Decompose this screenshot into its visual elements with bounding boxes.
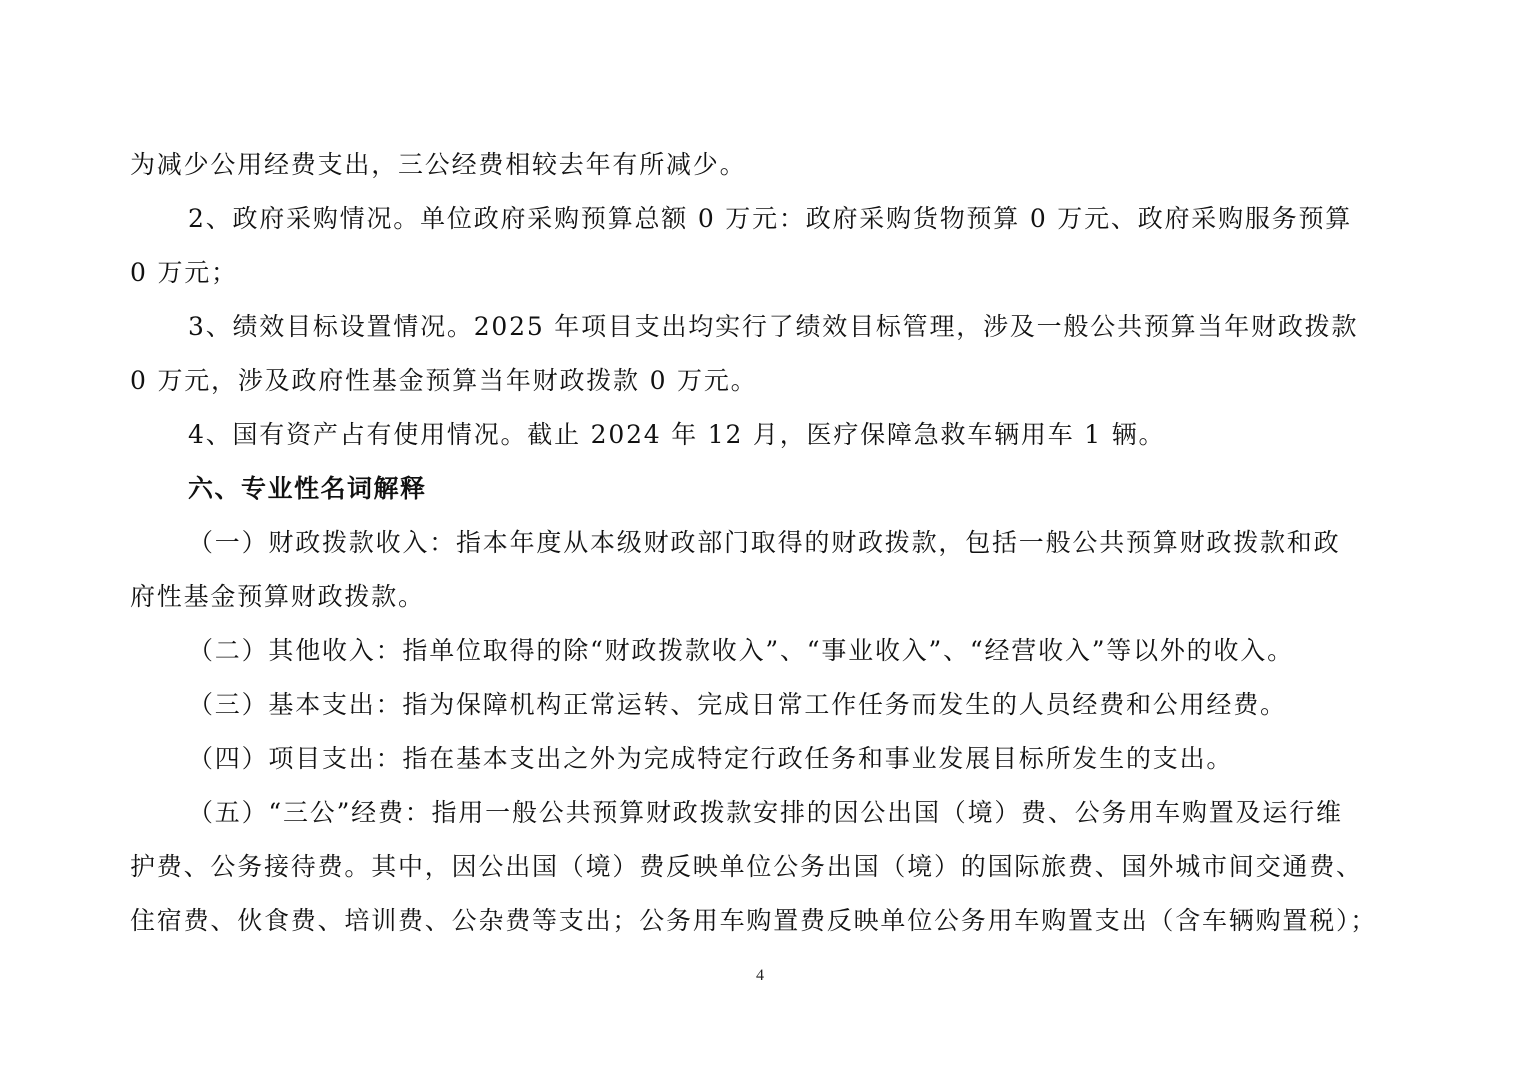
text-line: 为减少公用经费支出，三公经费相较去年有所减少。 xyxy=(130,150,747,179)
text-line: （三）基本支出：指为保障机构正常运转、完成日常工作任务而发生的人员经费和公用经费。 xyxy=(188,690,1287,719)
text-line: 4、国有资产占有使用情况。截止 2024 年 12 月，医疗保障急救车辆用车 1 辆。 xyxy=(188,420,1166,449)
text-line: （五）“三公”经费：指用一般公共预算财政拨款安排的因公出国（境）费、公务用车购置及运行维 xyxy=(188,798,1343,827)
text-line: （二）其他收入：指单位取得的除“财政拨款收入”、“事业收入”、“经营收入”等以外的收入。 xyxy=(188,636,1294,665)
text-line: （四）项目支出：指在基本支出之外为完成特定行政任务和事业发展目标所发生的支出。 xyxy=(188,744,1234,773)
text-line: 府性基金预算财政拨款。 xyxy=(130,582,425,611)
document-body xyxy=(130,138,1392,948)
text-line: 0 万元； xyxy=(130,258,238,287)
text-line: 护费、公务接待费。其中，因公出国（境）费反映单位公务出国（境）的国际旅费、国外城市间交通费、 xyxy=(130,852,1363,881)
page-number: 4 xyxy=(756,967,764,984)
text-line: 2、政府采购情况。单位政府采购预算总额 0 万元：政府采购货物预算 0 万元、政府采购服务预算 xyxy=(188,204,1353,233)
text-line: （一）财政拨款收入：指本年度从本级财政部门取得的财政拨款，包括一般公共预算财政拨款和政 xyxy=(188,528,1341,557)
section-heading: 六、专业性名词解释 xyxy=(188,474,427,503)
text-line: 0 万元，涉及政府性基金预算当年财政拨款 0 万元。 xyxy=(130,366,758,395)
text-line: 3、绩效目标设置情况。2025 年项目支出均实行了绩效目标管理，涉及一般公共预算当年财政拨款 xyxy=(188,312,1359,341)
text-line: 住宿费、伙食费、培训费、公杂费等支出；公务用车购置费反映单位公务用车购置支出（含车辆购置税）； xyxy=(130,906,1378,935)
